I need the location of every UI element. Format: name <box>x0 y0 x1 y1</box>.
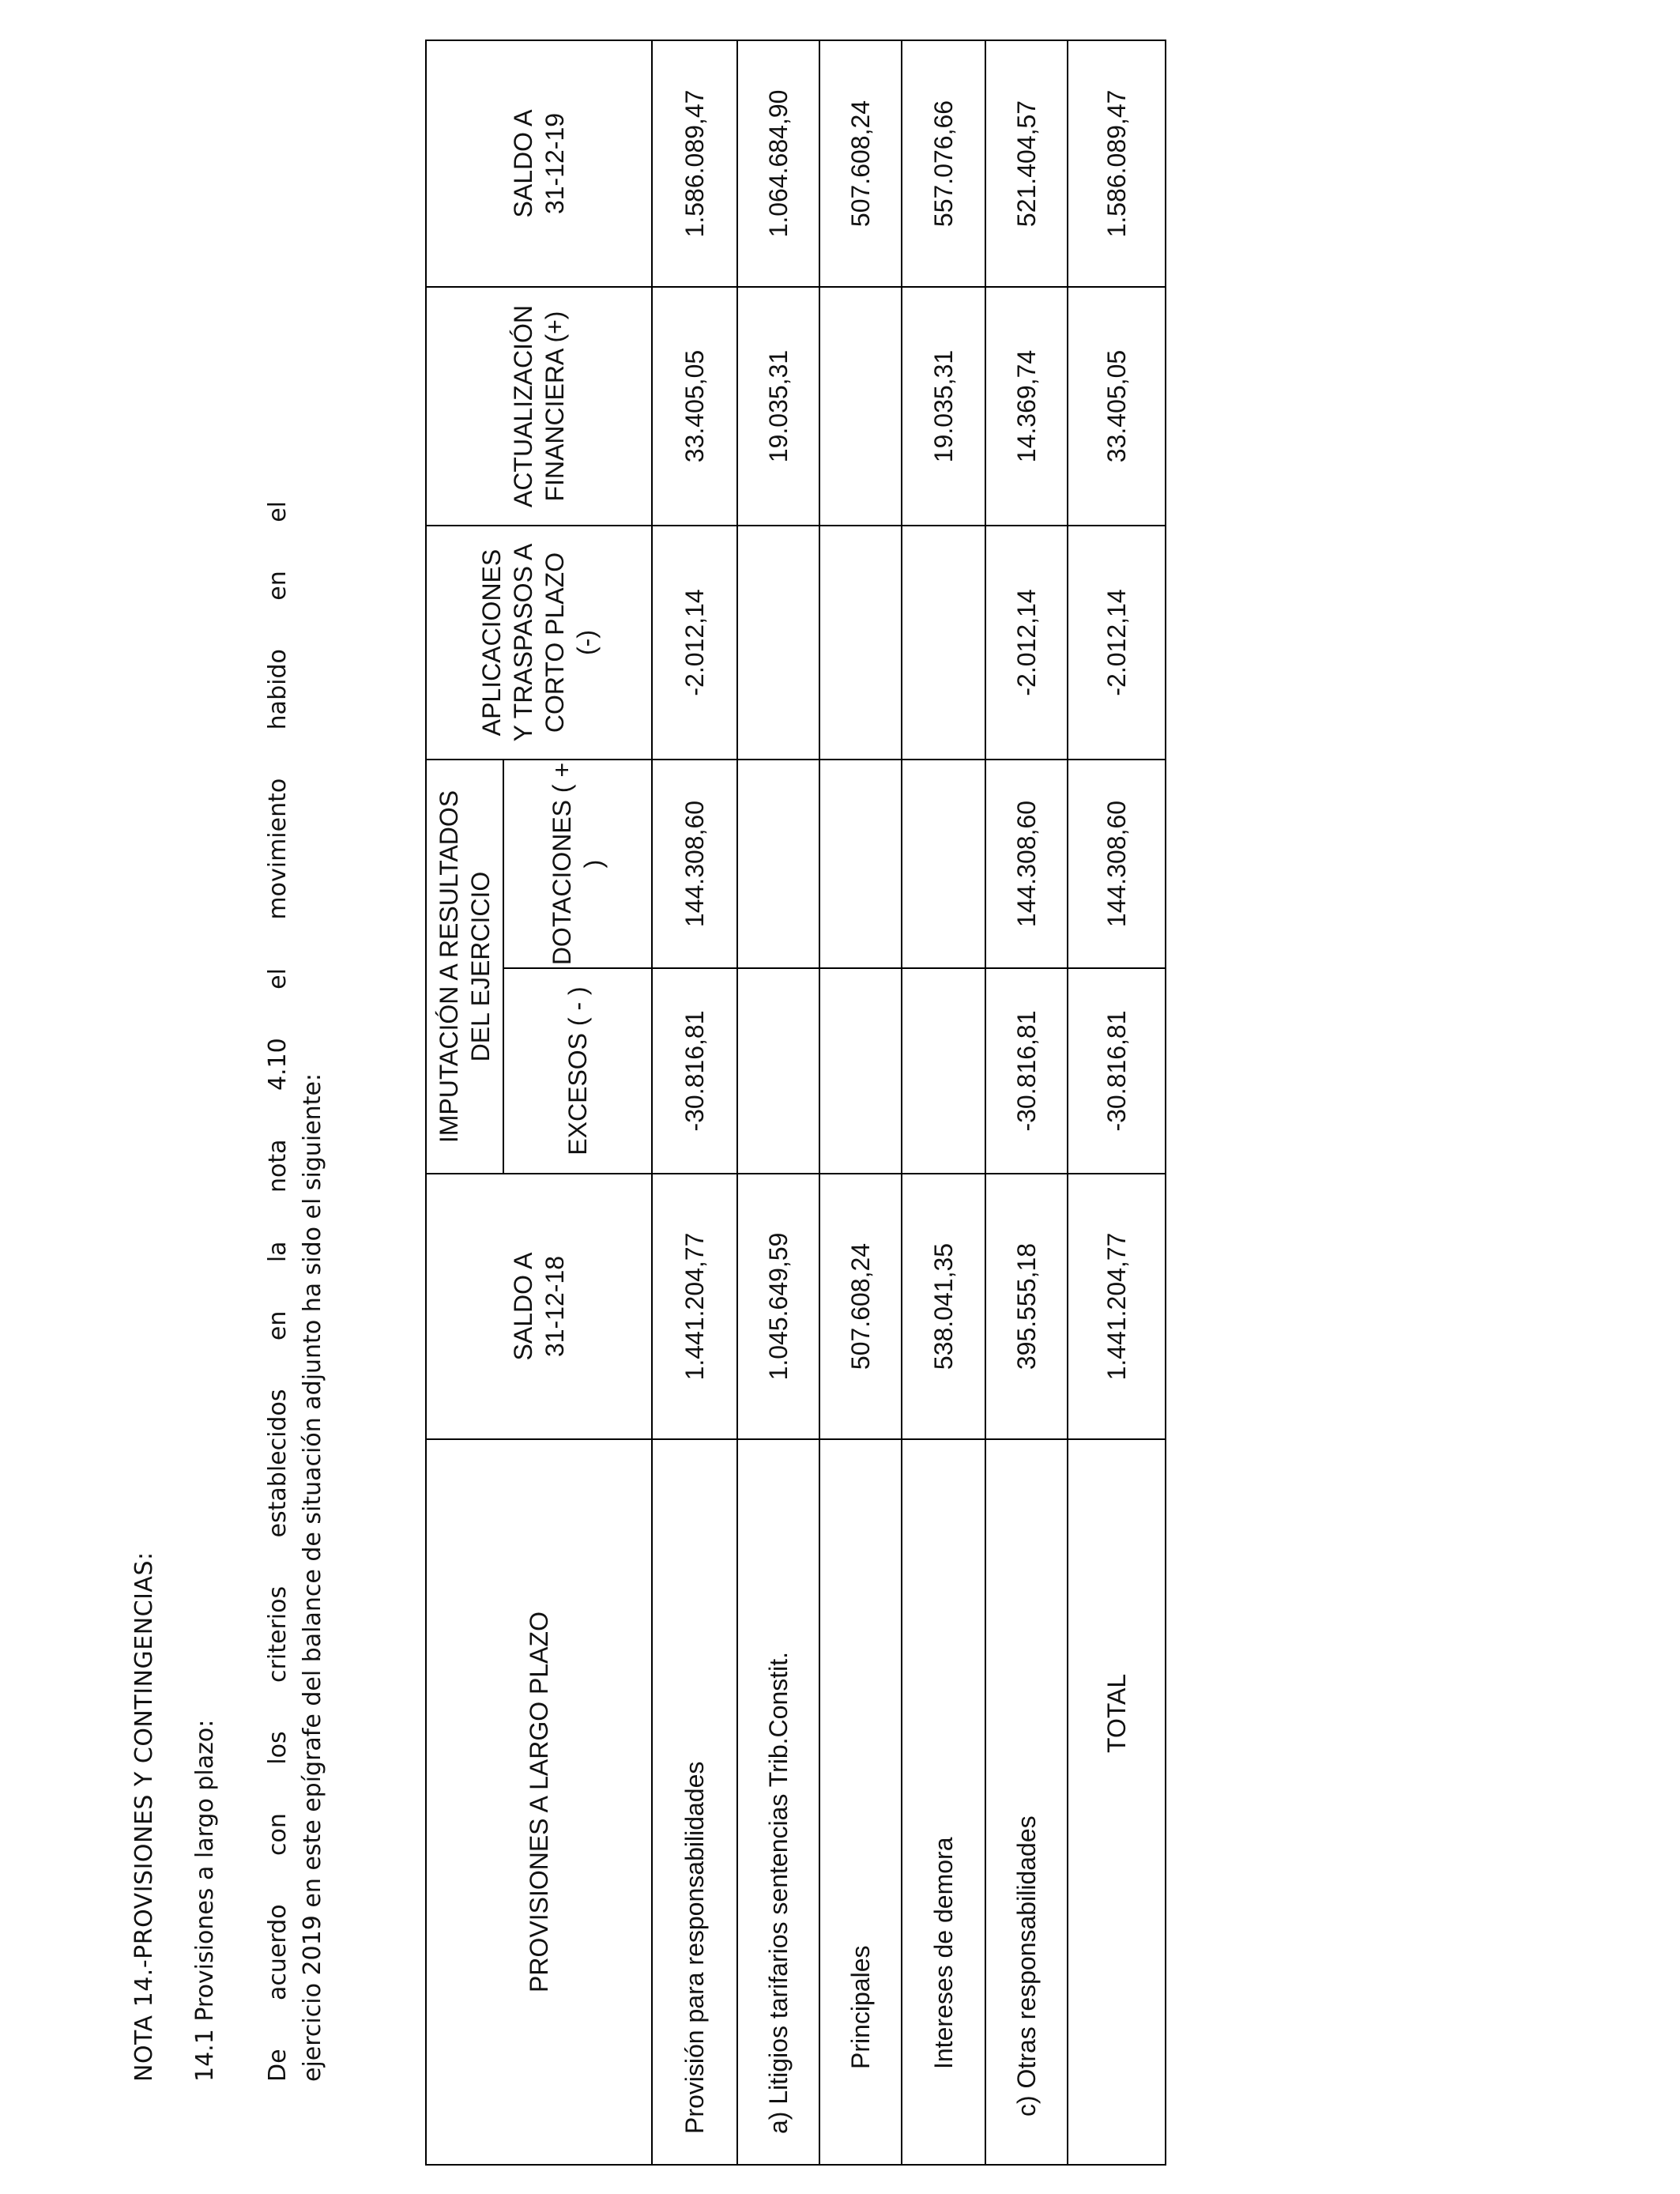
cell-dotaciones: 144.308,60 <box>680 800 709 928</box>
header-concept <box>427 1440 651 2164</box>
table-border-left <box>425 2164 1166 2166</box>
header-imputacion <box>427 760 503 1173</box>
cell-excesos: -30.816,81 <box>680 1010 709 1132</box>
header-saldo-ini-l1: SALDO A <box>509 1252 537 1361</box>
header-saldo-ini-l2: 31-12-18 <box>541 1255 569 1358</box>
header-aplic-l1: APLICACIONES <box>477 548 506 737</box>
header-excesos <box>504 969 651 1173</box>
header-saldo-fin <box>427 41 651 286</box>
header-saldo-fin-l2: 31-12-19 <box>541 112 569 215</box>
cell-saldo-ini: 1.441.204,77 <box>1102 1232 1131 1381</box>
cell-saldo-ini: 1.441.204,77 <box>680 1232 709 1381</box>
cell-dotaciones <box>820 760 901 967</box>
header-actual-l2: FINANCIERA (+) <box>541 311 569 502</box>
cell-actualizacion: 33.405,05 <box>680 349 709 463</box>
cell-saldo-fin: 557.076,66 <box>929 100 958 228</box>
header-aplic-l4: (-) <box>572 630 601 655</box>
cell-saldo-fin: 1.586.089,47 <box>1102 89 1131 238</box>
table-row-label: Principales <box>846 1945 875 2069</box>
table-row-label: Provisión para responsabilidades <box>680 1761 709 2134</box>
cell-excesos <box>820 969 901 1173</box>
table-border-bottom <box>1165 40 1166 2166</box>
table-row-label: a) Litigios tarifarios sentencias Trib.Constit. <box>764 1651 793 2134</box>
cell-excesos <box>738 969 819 1173</box>
cell-aplicaciones <box>820 526 901 759</box>
cell-excesos: -30.816,81 <box>1012 1010 1041 1132</box>
cell-actualizacion: 33.405,05 <box>1102 349 1131 463</box>
header-saldo-fin-l1: SALDO A <box>509 109 537 218</box>
cell-saldo-ini: 538.041,35 <box>929 1242 958 1370</box>
header-concept-text: PROVISIONES A LARGO PLAZO <box>525 1612 553 1992</box>
header-aplic-l3: CORTO PLAZO <box>541 552 569 733</box>
cell-aplicaciones <box>738 526 819 759</box>
header-imputacion-l2: DEL EJERCICIO <box>466 871 495 1062</box>
table-row-label: c) Otras responsabilidades <box>1012 1815 1041 2117</box>
intro-paragraph <box>261 501 330 2082</box>
cell-excesos: -30.816,81 <box>1102 1010 1131 1132</box>
header-dotaciones <box>504 760 651 967</box>
table-row-label-total: TOTAL <box>1102 1673 1131 1753</box>
header-saldo-ini <box>427 1174 651 1438</box>
cell-actualizacion: 19.035,31 <box>929 349 958 463</box>
cell-aplicaciones: -2.012,14 <box>1102 589 1131 696</box>
header-imputacion-l1: IMPUTACIÓN A RESULTADOS <box>435 790 463 1144</box>
cell-aplicaciones: -2.012,14 <box>1012 589 1041 696</box>
cell-aplicaciones <box>902 526 985 759</box>
cell-actualizacion <box>820 288 901 525</box>
intro-line-2: ejercicio 2019 en este epígrafe del balance de situación adjunto ha sido el siguiente: <box>299 1072 326 2082</box>
header-excesos-text: EXCESOS ( - ) <box>563 986 592 1155</box>
intro-line-1: De acuerdo con los criterios establecidos en la nota 4.10 el movimiento habido en el <box>264 501 292 2082</box>
cell-dotaciones: 144.308,60 <box>1102 800 1131 928</box>
header-aplicaciones <box>427 526 651 759</box>
cell-dotaciones <box>902 760 985 967</box>
cell-actualizacion: 19.035,31 <box>764 349 793 463</box>
header-aplic-l2: Y TRASPASOS A <box>509 543 537 742</box>
cell-saldo-ini: 1.045.649,59 <box>764 1232 793 1381</box>
header-actual-l1: ACTUALIZACIÓN <box>509 304 537 508</box>
cell-saldo-fin: 1.064.684,90 <box>764 89 793 238</box>
cell-excesos <box>902 969 985 1173</box>
cell-saldo-fin: 1.586.089,47 <box>680 89 709 238</box>
cell-actualizacion: 14.369,74 <box>1012 349 1041 463</box>
header-actualizacion <box>427 288 651 525</box>
section-subheading: 14.1 Provisiones a largo plazo: <box>191 1719 219 2082</box>
cell-saldo-ini: 395.555,18 <box>1012 1242 1041 1370</box>
cell-saldo-fin: 521.404,57 <box>1012 100 1041 228</box>
cell-aplicaciones: -2.012,14 <box>680 589 709 696</box>
header-dotaciones-text: DOTACIONES ( + ) <box>548 762 608 966</box>
cell-dotaciones: 144.308,60 <box>1012 800 1041 928</box>
cell-saldo-fin: 507.608,24 <box>846 100 875 228</box>
note-heading: NOTA 14.-PROVISIONES Y CONTINGENCIAS: <box>130 1551 158 2082</box>
cell-dotaciones <box>738 760 819 967</box>
table-row-label: Intereses de demora <box>929 1837 958 2069</box>
cell-saldo-ini: 507.608,24 <box>846 1242 875 1370</box>
